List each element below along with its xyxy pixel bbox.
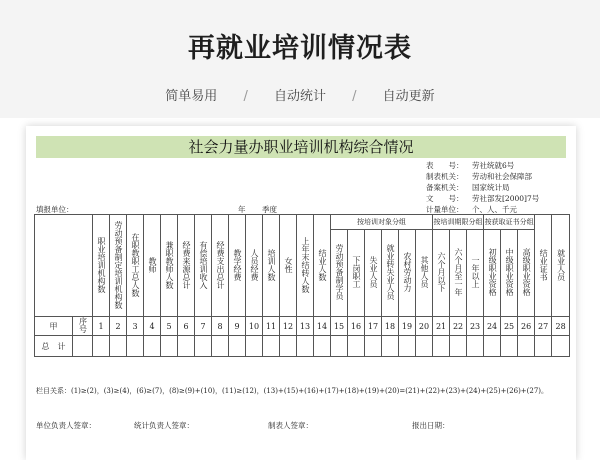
feature-easy: 简单易用 [165, 89, 218, 104]
column-number: 24 [484, 317, 501, 336]
col-header: 在职教职工总人数 [127, 215, 144, 317]
col-header: 六个月至一年 [450, 230, 467, 317]
group-period-header: 按培训期限分组 [433, 215, 484, 230]
column-number: 17 [365, 317, 382, 336]
column-number: 2 [110, 317, 127, 336]
col-header: 教师 [144, 215, 161, 317]
column-number: 7 [195, 317, 212, 336]
column-number: 4 [144, 317, 161, 336]
sheet-title: 社会力量办职业培训机构综合情况 [36, 136, 566, 158]
banner [0, 0, 600, 118]
total-cell[interactable] [416, 336, 433, 357]
total-cell[interactable] [263, 336, 280, 357]
total-label: 总 计 [35, 336, 73, 357]
total-cell[interactable] [467, 336, 484, 357]
col-header: 女性 [280, 215, 297, 317]
col-header: 劳动预备制学员 [331, 230, 348, 317]
column-number: 19 [399, 317, 416, 336]
column-number: 27 [535, 317, 552, 336]
col-header: 失业人员 [365, 230, 382, 317]
col-header: 有偿培训收入 [195, 215, 212, 317]
col-header: 中级职业资格 [501, 230, 518, 317]
total-cell[interactable] [552, 336, 570, 357]
meta-approver: 备案机关： 国家统计局 [426, 183, 510, 192]
column-number: 16 [348, 317, 365, 336]
total-cell[interactable] [450, 336, 467, 357]
sign-maker: 制表人签章： [268, 421, 313, 430]
column-number: 23 [467, 317, 484, 336]
group-cert-header: 按获取证书分组 [484, 215, 535, 230]
column-number: 14 [314, 317, 331, 336]
column-number: 6 [178, 317, 195, 336]
total-cell[interactable] [501, 336, 518, 357]
col-header: 下岗职工 [348, 230, 365, 317]
column-number: 5 [161, 317, 178, 336]
total-cell[interactable] [127, 336, 144, 357]
total-cell[interactable] [348, 336, 365, 357]
col-header: 上年末结转人数 [297, 215, 314, 317]
column-number: 9 [229, 317, 246, 336]
total-cell[interactable] [178, 336, 195, 357]
meta-unit: 计量单位： 个、人、千元 [426, 205, 517, 214]
sign-stats-head: 统计负责人签章： [134, 421, 194, 430]
total-cell[interactable] [331, 336, 348, 357]
col-header: 培训人数 [263, 215, 280, 317]
col-header: 其他人员 [416, 230, 433, 317]
group-target-header: 按培训对象分组 [331, 215, 433, 230]
total-cell[interactable] [399, 336, 416, 357]
col-header: 结业证书 [535, 215, 552, 317]
col-header: 一年以上 [467, 230, 484, 317]
feature-auto-update: 自动更新 [382, 89, 435, 104]
total-cell[interactable] [280, 336, 297, 357]
meta-maker: 制表机关： 劳动和社会保障部 [426, 172, 532, 181]
total-cell[interactable] [195, 336, 212, 357]
col-header: 高级职业资格 [518, 230, 535, 317]
page-title: 再就业培训情况表 [188, 33, 412, 64]
fill-unit-label: 填报单位： [36, 205, 74, 214]
total-cell[interactable] [161, 336, 178, 357]
column-number: 18 [382, 317, 399, 336]
column-number: 13 [297, 317, 314, 336]
column-relation-note: 栏目关系：(1)≥(2)，(3)≥(4)，(6)≥(7)，(8)≥(9)+(10)，(11)≥(12)，(13)+(15)+(16)+(17)+(18)+(19)+(20)=(21)+(22)+(23)+(24)+(25)+(26)+(27)。 [36, 387, 549, 395]
total-cell[interactable] [535, 336, 552, 357]
meta-doc-no: 文 号： 劳社部发[2000]7号 [426, 194, 540, 203]
feature-list [0, 85, 600, 104]
col-header: 六个月以下 [433, 230, 450, 317]
column-number: 10 [246, 317, 263, 336]
feature-separator: / [243, 89, 248, 104]
total-cell[interactable] [433, 336, 450, 357]
col-header: 劳动预备制定培训机构数 [110, 215, 127, 317]
total-cell[interactable] [144, 336, 161, 357]
spreadsheet-preview [26, 126, 576, 460]
column-number: 22 [450, 317, 467, 336]
header-blank [35, 215, 93, 317]
sign-unit-head: 单位负责人签章： [36, 421, 96, 430]
col-header: 结业人数 [314, 215, 331, 317]
column-number: 20 [416, 317, 433, 336]
col-header: 经费支出总计 [212, 215, 229, 317]
column-number: 26 [518, 317, 535, 336]
year-label: 年 [238, 205, 246, 214]
column-number: 1 [93, 317, 110, 336]
column-number: 8 [212, 317, 229, 336]
report-table [34, 214, 570, 357]
total-cell[interactable] [93, 336, 110, 357]
sign-date: 报出日期： [412, 421, 450, 430]
total-cell[interactable] [229, 336, 246, 357]
total-cell[interactable] [382, 336, 399, 357]
col-header: 就业人员 [552, 215, 570, 317]
total-cell[interactable] [297, 336, 314, 357]
total-cell[interactable] [73, 336, 93, 357]
column-number: 11 [263, 317, 280, 336]
col-header: 职业培训机构数 [93, 215, 110, 317]
total-cell[interactable] [314, 336, 331, 357]
col-header: 初级职业资格 [484, 230, 501, 317]
column-number: 28 [552, 317, 570, 336]
col-header: 教学经费 [229, 215, 246, 317]
total-cell[interactable] [110, 336, 127, 357]
feature-auto-stat: 自动统计 [273, 89, 326, 104]
total-cell[interactable] [518, 336, 535, 357]
total-cell[interactable] [365, 336, 382, 357]
col-header: 农村劳动力 [399, 230, 416, 317]
column-number: 12 [280, 317, 297, 336]
total-cell[interactable] [484, 336, 501, 357]
meta-table-no: 表 号： 劳社统就6号 [426, 161, 515, 170]
col-header: 就业转失业人员 [382, 230, 399, 317]
row-label-jia: 甲 [35, 317, 73, 336]
row-label-seq: 序号 [73, 317, 93, 336]
feature-separator: / [352, 89, 357, 104]
column-number: 21 [433, 317, 450, 336]
quarter-label: 季度 [262, 205, 277, 214]
column-number: 25 [501, 317, 518, 336]
col-header: 经费来源总计 [178, 215, 195, 317]
column-number: 3 [127, 317, 144, 336]
total-cell[interactable] [212, 336, 229, 357]
column-number: 15 [331, 317, 348, 336]
col-header: 人员经费 [246, 215, 263, 317]
total-cell[interactable] [246, 336, 263, 357]
col-header: 兼职教师人数 [161, 215, 178, 317]
